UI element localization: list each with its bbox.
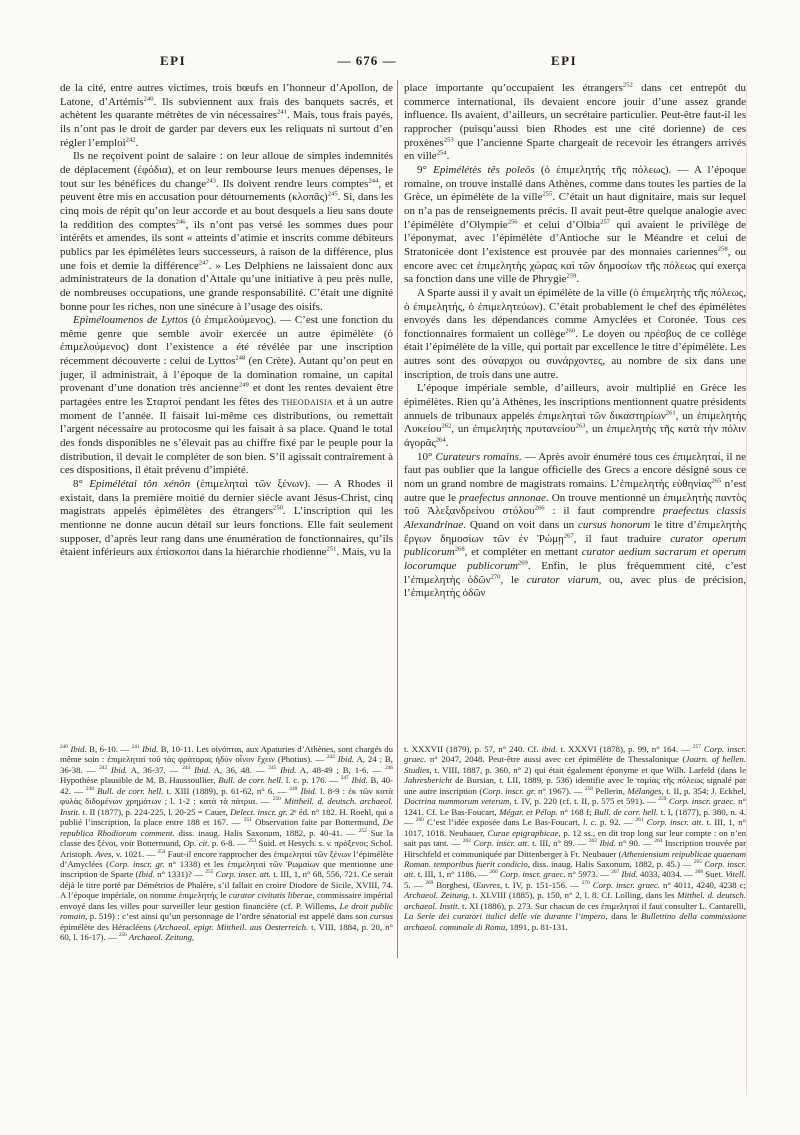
footnote-ref: 260 (565, 327, 576, 335)
footnote-ref: 247 (340, 775, 349, 782)
footnote-ref: 262 (462, 838, 471, 845)
footnote-ref: 245 (327, 190, 338, 198)
footnote-ref: 242 (125, 135, 136, 143)
footnote-ref: 243 (206, 176, 216, 184)
footnote-ref: 250 (273, 504, 283, 512)
footnotes-right: t. XXXVII (1879), p. 57, n° 240. Cf. ibid. t. XXXVI (1878), p. 99, n° 164. — $^{257}$ Corp. inscr. graec. n° 2047, 2048. Peut-être aussi avec cet épimélète de Thessalonique (Journ. of hellen. Studies, t. VIII, 1887, p. 360, n° 2) qui était également éponyme et que Wilh. Larfeld (dans le Jahresbericht de Bursian, t. LII, 1889, p. 536) identifie avec le ταμίας τῆς πόλεως signalé par une autre inscription (Corp. inscr. gr. n° 1967). — $^{258}$ Pellerin, Mélanges, t. II, p. 354; J. Eckhel, Doctrina nummorum veterum, t. IV, p. 220 (cf. t. II, p. 575 et 591). — $^{259}$ Corp. inscr. graec. n° 1241. Cf. Le Bas-Foucart, Mégar. et Pélop. n° 168 f; Bull. de corr. hell. t. I, (1877), p. 380, n. 4. — $^{260}$ C’est l’idée exposée dans Le Bas-Foucart, l. c. p. 92. — $^{261}$ Corp. inscr. att. t. III, 1, n° 1017, 1018. Neubauer, Curae epigraphicae, p. 12 ss., en dit trop long sur leur compte : on n’en sait pas tant. — $^{262}$ Corp. inscr. att. t. III, n° 89. — $^{263}$ Ibid. n° 90. — $^{264}$ Inscription trouvée par Hirschfeld et communiquée par Dittenberger à Fr. Neubauer (Atheniensium reipublicae quaenam Roman. temporibus fuerit condicio, diss. inaug. Halis Saxonum, 1882, p. 45.) — $^{265}$ Corp. inscr. att. t. III, 1, n° 1186. — $^{266}$ Corp. inscr. graec. n° 5973. — $^{267}$ Ibid. 4033, 4034. — $^{268}$ Suet. Vitell. 5. — $^{269}$ Borghesi, Œuvres, t. IV, p. 151-156. — $^{270}$ Corp. inscr. graec. n° 4011, 4240, 4238 c; Archaeol. Zeitung, t. XLVIII (1885), p. 150, n° 2, l. 8. Cf. Lolling, dans les Mitthel. d. deutsch. archaeol. Instit. t. XI (1886), p. 273. Sur chacun de ces ἐπιμεληταί il faut consulter L. Cantarelli, La Serie dei curatori italici delle vie durante l’impero, dans le Bullettino della commissione archaeol. comunale di Roma, 1891, p. 81-131. (404, 744, 747, 932)
paragraph: Epiméloumenos de Lyttos (ὁ ἐπιμελούμενος). — C’est une fonction du même genre que semble avoir exercée un autre épimélète (ὁ ἐπιμελούμενος) dont l’existence a été révélée par une inscription récemment découverte : celui de Lyttos$^{248}$ (en Crète). Autant qu’on peut en juger, il administrait, à l’époque de la domination romaine, un capital provenant d’une donation très ancienne$^{249}$ et dont les rentes devaient être partagées entre les Σταρτοί pendant les fêtes des theodaisia et à un autre moment de l’année. Il faisait lui-même ces distributions, ou remettait l’argent nécessaire au protocosme qui les faisait à sa place. Quand le total des fonds disponibles ne s’élevait pas au chiffre fixé par le peuple pour la distribution, il devait le compléter de son bien. S’il agissait contrairement à ces dispositions, il était prévenu d’impiété. (60, 314, 393, 477)
footnote-ref: 254 (157, 848, 166, 855)
paragraph: 9° Epimélétès tês poleôs (ὁ ἐπιμελητής τῆς πόλεως). — A l’époque romaine, on trouve installé dans Athènes, comme dans toutes les parties de la Grèce, un épimélète de la ville$^{255}$. C’était un haut dignitaire, mais sur lequel on n’a pas de renseignements précis. Il avait peut-être quelque analogie avec l’épimélète d’Olympie$^{256}$ et celui d’Olbia$^{257}$ qui avaient le privilège de l’éponymat, avec l’épimélète d’Antioche sur le Méandre et celui de Stratonicée dont l’existence est prouvée par des monnaies cariennes$^{258}$, ou encore avec cet ἐπιμελητὴς χώρας καὶ τῶν δημοσίων τῆς πόλεως qui exerça sa fonction dans une ville de Phrygie$^{259}$. (404, 163, 747, 286)
footnote-ref: 251 (326, 545, 337, 553)
footnote-ref: 240 (143, 95, 154, 102)
footnote-ref: 259 (566, 272, 577, 280)
paragraph: Ils ne reçoivent point de salaire : on leur alloue de simples indemnités de déplacement (ἐφόδια), et on leur rembourse leurs menues dépenses, le tout sur les bénéfices du change$^{243}$. Ils doivent rendre leurs comptes$^{244}$, et peuvent être mis en accusation pour détournements (κλοπᾶς)$^{245}$. Si, dans les cinq mois de répit qu’on leur accorde et au bout desquels a lieu sans doute la reddition des comptes$^{246}$, ils n’ont pas versé les sommes dues pour intérêts et amendes, ils sont « atteints d’atimie et inscrits comme débiteurs publics par les épimélètes leurs successeurs, à raison de la différence, plus une fois et demie la différence$^{247}$. » Les Delphiens ne laissaient donc aux administrateurs de la donation d’Attale qu’une initiative à peu près nulle, de nombreuses occupations, une grande responsabilité. C’était une dignité bonne pour les riches, non une sinécure à l’usage des oisifs. (60, 150, 393, 313)
footnote-ref: 255 (542, 190, 553, 198)
footnote-ref: 248 (86, 785, 94, 792)
footnote-ref: 265 (711, 477, 722, 485)
footnote-ref: 269 (425, 879, 434, 886)
footnote-ref: 268 (454, 545, 465, 553)
footnote-ref: 250 (272, 796, 281, 803)
left-column (60, 82, 393, 560)
footnote-ref: 264 (435, 436, 446, 444)
footnote-ref: 257 (600, 217, 611, 225)
footnote-ref: 270 (490, 572, 501, 580)
footnote-ref: 267 (611, 869, 620, 876)
footnote-ref: 263 (575, 422, 586, 430)
footnote-ref: 246 (385, 764, 393, 771)
footnote-ref: 249 (238, 381, 249, 389)
footnote-ref: 241 (277, 108, 287, 116)
footnote-ref: 255 (205, 869, 214, 876)
footnote-ref: 251 (243, 817, 252, 824)
paragraph: A Sparte aussi il y avait un épimélète de la ville (ὁ ἐπιμελητὴς τῆς πόλεως, ὁ ἐπιμελητής, ὁ ἐπιμελητεύων). C’était probablement le chef des épimélètes envoyés dans les dépendances comme Amyclées et Coronée. Tous ces fonctionnaires formaient un collège$^{260}$. Le doyen ou πρέσβυς de ce collège était l’épimélète de la ville, qui portait par excellence le titre d’épimélète. Les autres sont des σύναρχοι ou συνάρχοντες, au nombre de six dans une inscription, de trois dans une autre. (404, 286, 746, 381)
footnote-ref: 248 (235, 354, 246, 362)
footnote-ref: 258 (584, 785, 593, 792)
footnote-ref: 256 (507, 217, 518, 225)
footnote-ref: 266 (534, 504, 545, 512)
footnote-ref: 249 (289, 785, 298, 792)
footnote-ref: 245 (268, 764, 277, 771)
footnote-ref: 265 (693, 859, 702, 866)
footnote-ref: 243 (99, 764, 108, 771)
page-edge-artifact (746, 84, 747, 1096)
footnote-ref: 244 (182, 764, 191, 771)
footnote-ref: 260 (415, 817, 424, 824)
footnote-ref: 263 (588, 838, 597, 845)
footnote-ref: 262 (441, 422, 452, 430)
footnote-ref: 254 (436, 149, 447, 157)
paragraph: L’époque impériale semble, d’ailleurs, avoir multiplié en Grèce les épimélètes. Rien qu’à Athènes, les inscriptions mentionnent quatre présidents annuels de tribunaux appelés ἐπιμεληταὶ τῶν δικαστηρίων$^{261}$, un ἐπιμελητὴς Λυκείου$^{262}$, un ἐπιμελητὴς πρυτανείου$^{263}$, un ἐπιμελητὴς τῆς κατὰ τὴν πόλιν ἀγορᾶς$^{264}$. (404, 382, 747, 450)
paragraph: 10° Curateurs romains. — Après avoir énuméré tous ces ἐπιμεληταί, il ne faut pas oublier que la langue officielle des Grecs a encore désigné sous ce nom un grand nombre de magistrats romains. L’ἐπιμελητὴς εὐθηνίας$^{265}$ n’est autre que le praefectus annonae. On trouve mentionné un ἐπιμελητὴς παντὸς τοῦ Ἀλεξανδρείνου στόλου$^{266}$ : il faut comprendre praefectus classis Alexandrinae. Quand on voit dans un cursus honorum le titre d’ἐπιμελητὴς ἔργων δημοσίων τῶν ἐν Ῥώμῃ$^{267}$, il faut traduire curator operum publicorum$^{268}$, et compléter en mettant curator aedium sacrarum et operum locorumque publicorum$^{269}$. Enfin, le plus fréquemment cité, c’est l’ἐπιμελητὴς ὁδῶν$^{270}$, le curator viarum, ou, avec plus de précision, l’ἐπιμελητὴς ὁδῶν (404, 450, 746, 600)
footnote-ref: 240 (60, 744, 68, 751)
footnote-ref: 269 (517, 559, 528, 567)
right-column (404, 82, 746, 601)
page-number: — 676 — (337, 53, 397, 68)
footnote-ref: 244 (368, 176, 379, 184)
footnote-ref: 253 (443, 135, 454, 143)
footnote-ref: 257 (692, 744, 701, 751)
footnote-ref: 264 (654, 838, 663, 845)
footnote-ref: 253 (248, 838, 257, 845)
footnote-ref: 256 (118, 932, 127, 939)
footnote-ref: 267 (563, 532, 574, 539)
footnote-ref: 261 (635, 817, 644, 824)
running-head-left: EPI (160, 53, 187, 68)
footnote-ref: 266 (489, 869, 498, 876)
footnote-ref: 259 (658, 796, 667, 803)
footnotes-left: $^{240}$ Ibid. B, 6-10. — $^{241}$ Ibid. B, 10-11. Les οἰνόπται, aux Apaturies d’Athènes, sont chargés du même soin : ἐπιμεληταὶ τοῦ τὰς φράτορας ἡδὺν οἶνον ἔχειν (Photius). — $^{242}$ Ibid. A, 24 ; B, 36-38. — $^{243}$ Ibid. A, 36-37. — $^{244}$ Ibid. A, 36, 48. — $^{245}$ Ibid. A, 48-49 ; B, 1-6. — $^{246}$ Hypothèse plausible de M. B. Haussoullier, Bull. de corr. hell. l. c. p. 176. — $^{247}$ Ibid. B, 40-42. — $^{248}$ Bull. de corr. hell. t. XIII (1889), p. 61-62, n° 6. — $^{249}$ Ibid. l. 8-9 : ἐκ τῶν κατὰ φυλὰς διδομένων χρημάτων ; l. 1-2 : κατὰ τὰ πάτρια. — $^{250}$ Mittheil. d. deutsch. archaeol. Instit. t. II (1877), p. 224-225, l. 20-25 = Cauer, Delect. inscr. gr. 2ᵉ éd. n° 182. H. Roehl, qui a publié l’inscription, la place entre 188 et 167. — $^{251}$ Observation faite par Bottermund, De republica Rhodiorum comment. diss. inaug. Halis Saxonum, 1882, p. 40-41. — $^{252}$ Sur la classe des ξένοι, voir Bottermund, Op. cit. p. 6-8. — $^{253}$ Suid. et Hesych. s. v. πρόξενοι; Schol. Aristoph. Aves, v. 1021. — $^{254}$ Faut-il encore rapprocher des ἐπιμεληταὶ τῶν ξένων l’épimélète d’Amyclées (Corp. inscr. gr. n° 1338) et les ἐπιμεληταὶ τῶν Ῥωμαίων que mentionne une inscription de Sparte (Ibid. n° 1331)? — $^{255}$ Corp. inscr. att. t. III, 1, n° 68, 556, 721. Ce serait déjà le titre porté par Démétrios de Phalère, s’il fallait en croire Diodore de Sicile, XVIII, 74. A l’époque impériale, on nomme ἐπιμελητής le curator civitatis liberae, commissaire impérial envoyé dans les villes pour surveiller leur gestion financière (cf. P. Willems, Le droit public romain, p. 519) : c’est ainsi qu’un personnage de l’ordre sénatorial est appelé dans son cursus épimélète des Héracléens (Archaeol. epigr. Mittheil. aus Oesterreich. t. VIII, 1884, p. 20, n° 60, l. 16-17). — $^{256}$ Archaeol. Zeitung, (60, 744, 394, 943)
footnote-ref: 241 (131, 744, 140, 751)
footnote-ref: 270 (581, 879, 590, 886)
footnote-ref: 261 (665, 409, 676, 417)
paragraph: 8° Epimélétai tôn xénôn (ἐπιμεληταὶ τῶν ξένων). — A Rhodes il existait, dans la première moitié du dernier siècle avant Jésus-Christ, cinq magistrats appelés épimélètes des étrangers$^{250}$. L’inscription qui les mentionne ne donne aucun détail sur leurs fonctions. Elle fait seulement supposer, d’après leur rang dans une énumération de fonctionnaires, qu’ils étaient inférieurs aux ἐπίσκοποι dans la hiérarchie rhodienne$^{251}$. Mais, vu la (60, 478, 393, 559)
footnote-ref: 252 (358, 827, 367, 834)
footnote-ref: 246 (175, 217, 186, 225)
running-head-right: EPI (551, 53, 578, 68)
footnote-ref: 247 (198, 258, 209, 266)
column-divider-rule (397, 80, 398, 958)
paragraph: de la cité, entre autres victimes, trois bœufs en l’honneur d’Apollon, de Latone, d’Artémis$^{240}$. Ils subviennent aux frais des banquets sacrés, et achètent les quarante métrètes de vin nécessaires$^{241}$. Mais, tous frais payés, ils n’ont pas le droit de garder par devers eux les reliquats ni surtout d’en régler l’emploi$^{242}$. (60, 82, 393, 149)
paragraph: place importante qu’occupaient les étrangers$^{252}$ dans cet entrepôt du commerce international, ils devaient encore jouir d’une assez grande influence. Ils avaient, d’ailleurs, un secrétaire particulier. Peut-être faut-il les rapprocher (puisqu’aussi bien Rhodes est une cité dorienne) de ces proxènes$^{253}$ que l’ancienne Sparte chargeait de recevoir les étrangers arrivés en ville$^{254}$. (404, 81, 746, 163)
footnote-ref: 268 (695, 869, 704, 876)
footnote-ref: 258 (717, 245, 728, 253)
footnote-ref: 242 (326, 754, 335, 761)
footnote-ref: 252 (622, 81, 633, 89)
